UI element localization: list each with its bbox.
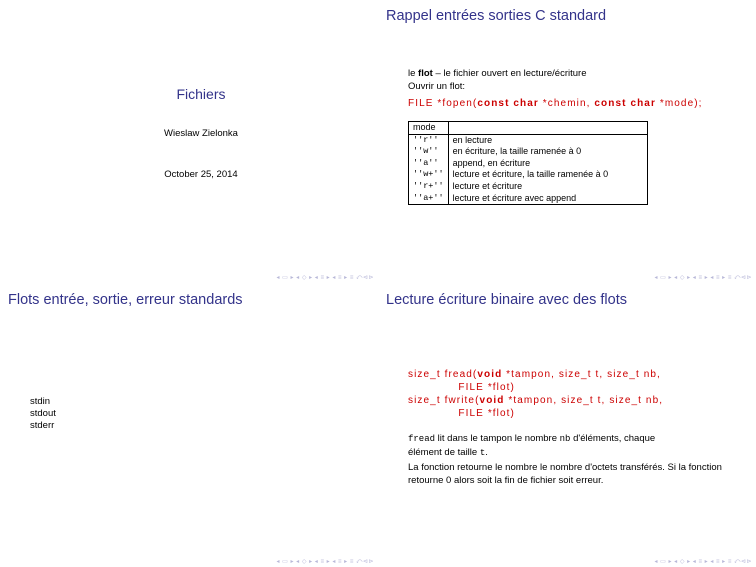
navigation-symbols[interactable]: ◂ ▭ ▸ ◂ ◇ ▸ ◂ ≡ ▸ ◂ ≡ ▸ ≡ ⤺⊲⊳ (276, 559, 374, 565)
description-cell: append, en écriture (448, 158, 647, 170)
description-cell: lecture et écriture, la taille ramenée à 0 (448, 169, 647, 181)
code-fragment: *tampon, size_t t, size_t nb, (502, 369, 661, 380)
table-header-description (448, 122, 647, 135)
code-keyword: void (477, 369, 503, 380)
table-row (409, 193, 648, 205)
code-fragment: FILE *flot) (408, 408, 515, 419)
text-fragment: – le fichier ouvert en lecture/écriture (432, 68, 587, 79)
open-flot-label: Ouvrir un flot: (408, 81, 466, 92)
code-keyword: void (479, 395, 505, 406)
mode-cell: ''w+'' (409, 169, 449, 181)
flot-definition (408, 67, 586, 93)
list-item: stderr (30, 420, 55, 431)
table-header-row (409, 122, 648, 135)
code-keyword: const char (477, 98, 539, 109)
code-inline: fread (408, 434, 436, 444)
table-header-mode: mode (409, 122, 449, 135)
description-cell: en écriture, la taille ramenée à 0 (448, 146, 647, 158)
text-fragment: élément de taille (408, 447, 480, 459)
code-fragment: FILE *flot) (408, 382, 515, 393)
text-fragment: . (485, 447, 488, 459)
mode-cell: ''a+'' (409, 193, 449, 205)
mode-cell: ''r'' (409, 134, 449, 146)
slide-title-page (0, 0, 378, 283)
code-fragment: *chemin, (538, 98, 595, 109)
frame-title: Rappel entrées sorties C standard (386, 8, 607, 24)
text-fragment: lit dans le tampon le nombre (435, 433, 560, 444)
bold-term: flot (418, 68, 433, 79)
code-fragment: size_t fwrite( (408, 395, 480, 406)
table-row (409, 134, 648, 146)
frame-title: Flots entrée, sortie, erreur standards (8, 292, 243, 308)
code-fragment: *mode); (655, 98, 703, 109)
description-cell: lecture et écriture avec append (448, 193, 647, 205)
presentation-title: Fichiers (176, 86, 226, 102)
text-fragment: le (408, 68, 419, 79)
fread-fwrite-signatures (408, 368, 663, 420)
frame-title: Lecture écriture binaire avec des flots (386, 292, 627, 308)
table-row (409, 146, 648, 158)
code-fragment: *tampon, size_t t, size_t nb, (504, 395, 664, 406)
presentation-date: October 25, 2014 (164, 169, 238, 180)
mode-cell: ''a'' (409, 158, 449, 170)
modes-table (408, 121, 648, 205)
code-keyword: const char (594, 98, 656, 109)
description-cell: en lecture (448, 134, 647, 146)
code-inline: nb (559, 434, 571, 444)
table-row (409, 181, 648, 193)
slide-lecture-ecriture-binaire (378, 284, 756, 567)
standard-streams-list (30, 396, 56, 432)
list-item: stdout (30, 408, 56, 419)
mode-cell: ''w'' (409, 146, 449, 158)
navigation-symbols[interactable]: ◂ ▭ ▸ ◂ ◇ ▸ ◂ ≡ ▸ ◂ ≡ ▸ ≡ ⤺⊲⊳ (654, 275, 752, 281)
description-cell: lecture et écriture (448, 181, 647, 193)
mode-cell: ''r+'' (409, 181, 449, 193)
code-fragment: size_t fread( (408, 369, 478, 380)
fread-explanation (408, 432, 748, 488)
text-fragment: d'éléments, chaque (570, 433, 656, 444)
navigation-symbols[interactable]: ◂ ▭ ▸ ◂ ◇ ▸ ◂ ≡ ▸ ◂ ≡ ▸ ≡ ⤺⊲⊳ (654, 559, 752, 565)
slide-rappel-entrees-sorties (378, 0, 756, 283)
code-inline: t (479, 448, 486, 459)
return-value-explanation: La fonction retourne le nombre le nombre d'octets transférés. Si la fonction retourne 0 alors soit la fin de fichier soit erreur. (408, 461, 722, 487)
list-item: stdin (30, 396, 51, 407)
fopen-signature (408, 98, 703, 109)
slide-flots-standards (0, 284, 378, 567)
code-fragment: FILE *fopen( (408, 98, 478, 109)
author-name: Wieslaw Zielonka (164, 128, 238, 139)
table-row (409, 169, 648, 181)
navigation-symbols[interactable]: ◂ ▭ ▸ ◂ ◇ ▸ ◂ ≡ ▸ ◂ ≡ ▸ ≡ ⤺⊲⊳ (276, 275, 374, 281)
table-row (409, 158, 648, 170)
